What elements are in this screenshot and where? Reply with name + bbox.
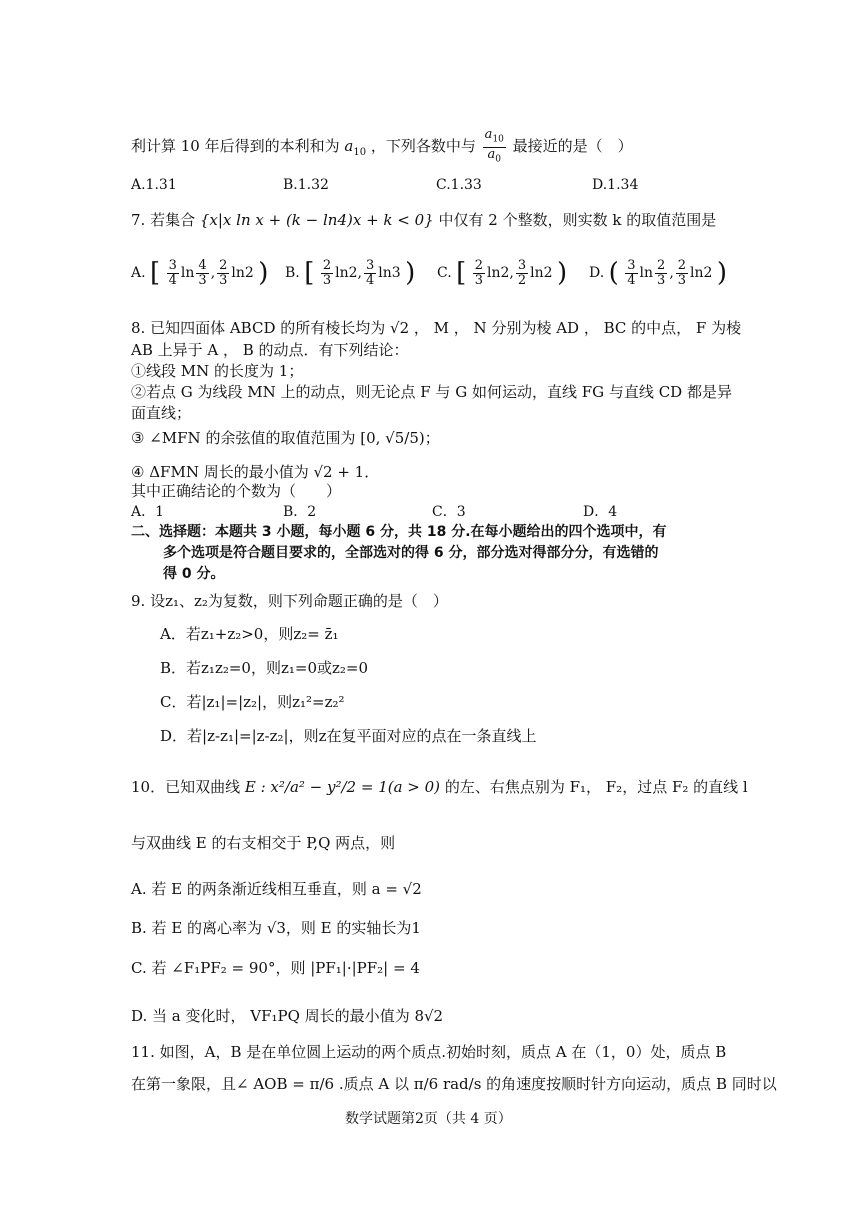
q6-text-a: 利计算 10 年后得到的本利和为 bbox=[131, 137, 340, 156]
q7-opt-d-frac1 bbox=[625, 259, 637, 288]
q9-option-c: C．若|z₁|=|z₂|，则z₁²=z₂² bbox=[160, 693, 345, 711]
q7-opt-a-num2: 4 bbox=[198, 257, 207, 273]
q8-line2: AB 上异于 A ， B 的动点．有下列结论： bbox=[131, 341, 409, 359]
q8-conclusion-1: ①线段 MN 的长度为 1； bbox=[131, 362, 304, 380]
q8-conclusion-2a: ②若点 G 为线段 MN 上的动点，则无论点 F 与 G 如何运动，直线 FG 与直线 CD 都是异 bbox=[131, 383, 732, 401]
q6-fraction bbox=[483, 128, 506, 166]
q7-set: {x|x ln x + (k − ln4)x + k < 0} bbox=[199, 211, 434, 229]
q7-option-d: D. ( $\frac{3}{4}$ ln $\frac{2}{3}$ , $\frac{2}{3}$ ln2 ) bbox=[589, 257, 728, 288]
q7-opt-c-ln1: ln2, bbox=[487, 265, 514, 281]
q6-frac-den-sub: 0 bbox=[495, 154, 502, 165]
q7-stem bbox=[131, 210, 716, 230]
q7-opt-c-label: C. bbox=[437, 265, 452, 281]
q9-stem: 9. 设z₁、z₂为复数，则下列命题正确的是（ ） bbox=[131, 592, 448, 610]
q7-opt-b-frac1 bbox=[321, 259, 333, 288]
q7-opt-c-ln2: ln2 bbox=[530, 265, 553, 281]
q7-opt-a-den2: 3 bbox=[198, 272, 207, 288]
q7-option-a: A. [ $\frac{3}{4}$ ln $\frac{4}{3}$ , $\frac{2}{3}$ ln2 ) bbox=[131, 257, 269, 288]
q7-opt-b-num1: 2 bbox=[322, 257, 332, 273]
q8-option-a: A．1 bbox=[131, 504, 165, 520]
q7-opt-c-den2: 2 bbox=[517, 272, 527, 288]
q11-line2: 在第一象限，且∠ AOB = π/6 .质点 A 以 π/6 rad/s 的角速度按顺时针方向运动，质点 B 同时以 bbox=[131, 1075, 777, 1093]
q7-opt-c-num2: 3 bbox=[517, 257, 527, 273]
q10-option-a: A. 若 E 的两条渐近线相互垂直，则 a = √2 bbox=[131, 880, 422, 898]
q6-option-b: B.1.32 bbox=[283, 177, 329, 193]
q7-opt-a-open: [ bbox=[150, 258, 161, 288]
q10-stem-a: 10．已知双曲线 bbox=[131, 778, 241, 796]
q7-stem-b: 中仅有 2 个整数，则实数 k 的取值范围是 bbox=[438, 211, 717, 229]
q8-c3-range: [0, √5/5)； bbox=[360, 429, 440, 447]
q10-option-d: D. 当 a 变化时， VF₁PQ 周长的最小值为 8√2 bbox=[131, 1007, 444, 1025]
q7-opt-b-ln2: ln3 bbox=[378, 265, 401, 281]
q7-opt-a-den1: 4 bbox=[168, 272, 177, 288]
section2-line2: 多个选项是符合题目要求的，全部选对的得 6 分，部分选对得部分分，有选错的 bbox=[163, 545, 659, 561]
q6-option-a: A.1.31 bbox=[131, 177, 177, 193]
q6-stem bbox=[131, 128, 633, 166]
q6-frac-num-sub: 10 bbox=[492, 134, 504, 145]
q7-opt-c-frac2 bbox=[516, 259, 528, 288]
q7-option-c bbox=[437, 258, 567, 288]
q10-stem-b: 的左、右焦点别为 F₁， F₂，过点 F₂ 的直线 l bbox=[444, 778, 748, 796]
q7-opt-a-num1: 3 bbox=[168, 257, 177, 273]
q7-opt-a-label: A. bbox=[131, 265, 146, 281]
q7-opt-a-den3: 3 bbox=[219, 272, 228, 288]
q7-opt-c-frac1 bbox=[473, 259, 485, 288]
q7-opt-d-num3: 2 bbox=[677, 257, 687, 273]
q7-opt-b-ln1: ln2, bbox=[335, 265, 362, 281]
q7-opt-a-frac3 bbox=[217, 259, 229, 288]
q7-opt-b-frac2 bbox=[364, 259, 376, 288]
q7-opt-b-den2: 4 bbox=[365, 272, 375, 288]
q7-opt-d-den3: 3 bbox=[677, 272, 687, 288]
q7-opt-c-open: [ bbox=[456, 258, 467, 288]
q8-conclusion-4: ④ ΔFMN 周长的最小值为 √2 + 1． bbox=[131, 463, 380, 481]
q7-opt-a-ln1: ln bbox=[180, 265, 195, 281]
q6-option-d: D.1.34 bbox=[592, 177, 639, 193]
q7-opt-d-ln1: ln bbox=[639, 265, 654, 281]
q7-opt-a-frac1 bbox=[167, 259, 179, 288]
q9-option-d: D．若|z-z₁|=|z-z₂|，则z在复平面对应的点在一条直线上 bbox=[160, 727, 537, 745]
q8-c3-text: ③ ∠MFN 的余弦值的取值范围为 bbox=[131, 429, 356, 447]
q6-frac-den: a bbox=[487, 146, 496, 162]
q7-opt-d-den1: 4 bbox=[627, 272, 636, 288]
q10-stem bbox=[131, 777, 748, 797]
q7-opt-b-label: B. bbox=[285, 265, 300, 281]
q7-stem-a: 7. 若集合 bbox=[131, 211, 196, 229]
q7-opt-b-num2: 3 bbox=[365, 257, 375, 273]
q6-a10-sub: 10 bbox=[353, 147, 367, 159]
q9-option-a: A．若z₁+z₂>0，则z₂= z̄₁ bbox=[160, 625, 339, 643]
q7-opt-d-frac2 bbox=[655, 259, 667, 288]
section2-line1: 二、选择题：本题共 3 小题，每小题 6 分，共 18 分.在每小题给出的四个选项中，有 bbox=[131, 524, 667, 540]
q7-opt-c-den1: 3 bbox=[474, 272, 484, 288]
q7-opt-a-close: ) bbox=[258, 258, 269, 288]
q8-ask: 其中正确结论的个数为（ ） bbox=[131, 482, 342, 500]
q7-opt-d-close: ) bbox=[716, 258, 728, 288]
q10-option-c: C. 若 ∠F₁PF₂ = 90°，则 |PF₁|·|PF₂| = 4 bbox=[131, 959, 420, 977]
q7-opt-a-ln2: ln2 bbox=[231, 265, 254, 281]
page-footer: 数学试题第2页（共 4 页） bbox=[345, 1111, 512, 1127]
q6-option-c: C.1.33 bbox=[436, 177, 482, 193]
q7-opt-c-num1: 2 bbox=[474, 257, 484, 273]
q7-opt-b-den1: 3 bbox=[322, 272, 332, 288]
q7-opt-d-open: ( bbox=[608, 258, 619, 288]
q8-conclusion-3 bbox=[131, 428, 440, 448]
q6-frac-num: a bbox=[484, 127, 493, 142]
q7-opt-b-close: ) bbox=[405, 258, 416, 288]
q7-opt-d-ln2: ln2 bbox=[690, 265, 713, 281]
section2-line3: 得 0 分。 bbox=[163, 566, 225, 582]
q6-text-b: ，下列各数中与 bbox=[370, 137, 476, 156]
q7-opt-c-close: ) bbox=[557, 258, 568, 288]
q8-conclusion-2b: 面直线； bbox=[131, 404, 192, 422]
q10-equation: E : x²/a² − y²/2 = 1(a > 0) bbox=[244, 778, 441, 796]
q6-text-c: 最接近的是（ ） bbox=[512, 137, 633, 156]
q7-opt-d-frac3 bbox=[676, 259, 688, 288]
q8-option-c: C．3 bbox=[432, 504, 466, 520]
q7-option-b bbox=[285, 258, 415, 288]
q11-line1: 11. 如图，A，B 是在单位圆上运动的两个质点.初始时刻，质点 A 在（1，0）处，质点 B bbox=[131, 1043, 727, 1061]
q7-opt-d-num1: 3 bbox=[627, 257, 636, 273]
q8-line1: 8. 已知四面体 ABCD 的所有棱长均为 √2 ， M ， N 分别为棱 AD ， BC 的中点， F 为棱 bbox=[131, 319, 742, 337]
q7-opt-a-num3: 2 bbox=[219, 257, 228, 273]
q7-opt-d-num2: 2 bbox=[657, 257, 666, 273]
q10-line2: 与双曲线 E 的右支相交于 P,Q 两点，则 bbox=[131, 834, 396, 852]
q9-option-b: B．若z₁z₂=0，则z₁=0或z₂=0 bbox=[160, 659, 369, 677]
q7-opt-d-label: D. bbox=[589, 265, 605, 281]
q7-opt-b-open: [ bbox=[304, 258, 315, 288]
q10-option-b: B. 若 E 的离心率为 √3，则 E 的实轴长为1 bbox=[131, 919, 421, 937]
q7-opt-a-frac2 bbox=[196, 259, 208, 288]
q8-option-d: D．4 bbox=[583, 504, 618, 520]
q6-a10: a bbox=[344, 137, 354, 156]
q8-option-b: B．2 bbox=[283, 504, 317, 520]
q7-opt-d-den2: 3 bbox=[657, 272, 666, 288]
